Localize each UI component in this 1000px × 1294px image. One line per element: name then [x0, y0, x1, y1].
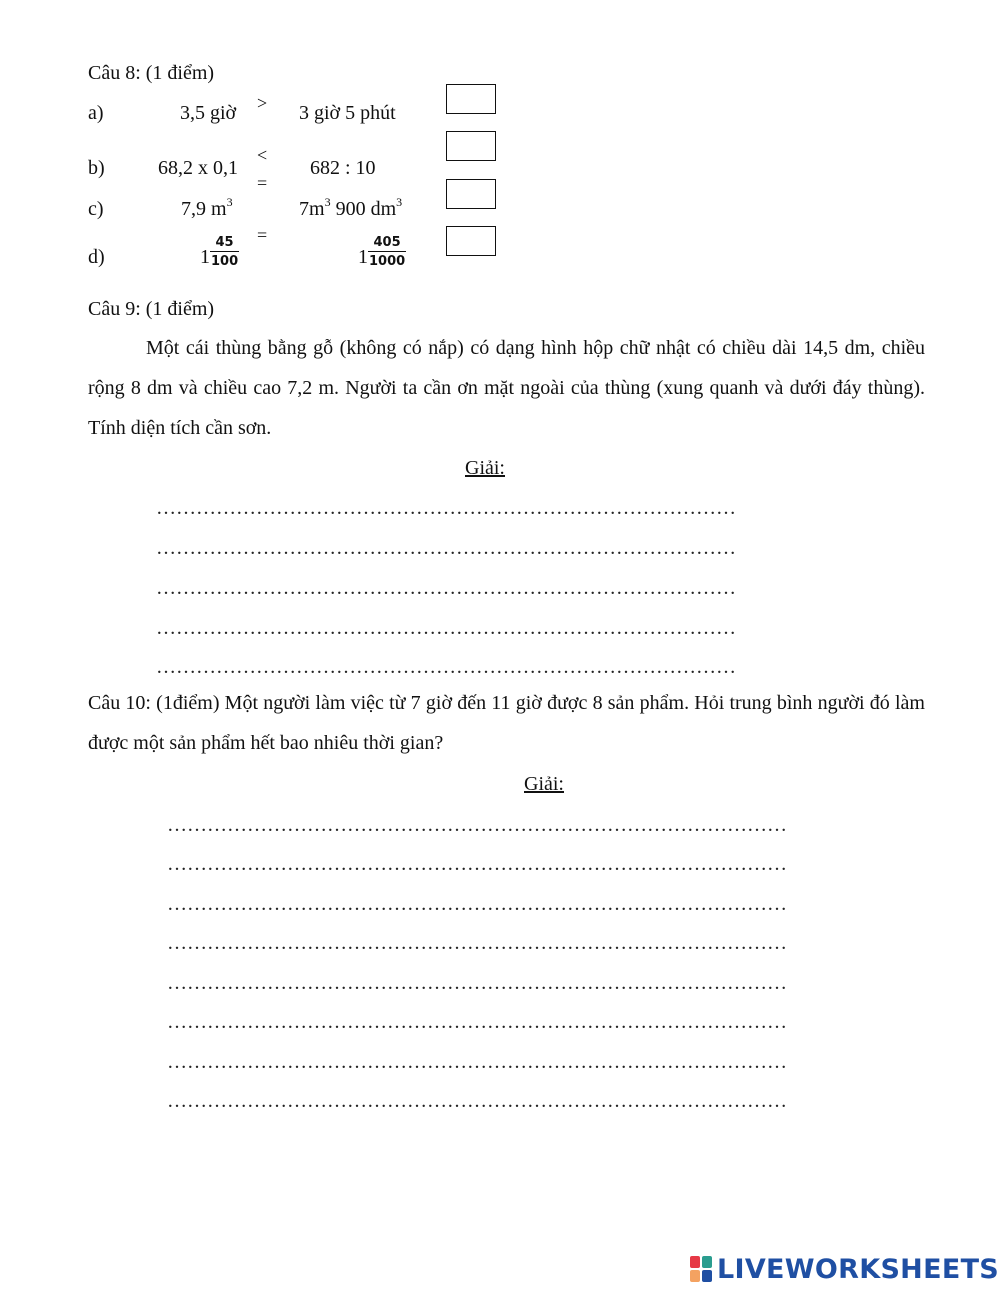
q8-c-left-exp: 3: [226, 195, 233, 209]
q8-c-right-b-exp: 3: [396, 195, 403, 209]
q9-answer-line[interactable]: ……………………………………………………………………………: [156, 577, 736, 599]
q9-title: Câu 9: (1 điểm): [88, 298, 215, 320]
q10-answer-line[interactable]: …………………………………………………………………………………: [167, 1090, 787, 1112]
liveworksheets-logo-text: LIVEWORKSHEETS: [717, 1253, 1000, 1285]
q8-d-right-den: 1000: [368, 251, 406, 268]
q8-d-right-whole: 1: [358, 246, 368, 268]
q10-answer-line[interactable]: …………………………………………………………………………………: [167, 853, 787, 875]
q8-c-label: c): [88, 198, 104, 220]
q8-d-label: d): [88, 246, 105, 268]
q8-a-label: a): [88, 102, 104, 124]
q8-c-left-base: 7,9 m: [181, 198, 227, 220]
q9-answer-line[interactable]: ……………………………………………………………………………: [156, 656, 736, 678]
q10-answer-line[interactable]: …………………………………………………………………………………: [167, 1011, 787, 1033]
q8-c-left: [181, 195, 233, 220]
q8-d-left-fraction: [210, 236, 239, 268]
q9-answer-line[interactable]: ……………………………………………………………………………: [156, 497, 736, 519]
q8-a-answer-box[interactable]: [446, 84, 496, 114]
liveworksheets-logo: [690, 1252, 999, 1286]
q8-d-left-num: 45: [215, 235, 234, 250]
q8-b-label: b): [88, 157, 105, 179]
q10-answer-line[interactable]: …………………………………………………………………………………: [167, 814, 787, 836]
q8-d-right-num: 405: [373, 235, 401, 250]
q8-b-answer-box[interactable]: [446, 131, 496, 161]
q10-answer-line[interactable]: …………………………………………………………………………………: [167, 932, 787, 954]
q8-a-right: 3 giờ 5 phút: [299, 102, 396, 124]
q10-answer-line[interactable]: …………………………………………………………………………………: [167, 972, 787, 994]
q8-d-right-fraction: [368, 236, 406, 268]
q8-c-right-b: 900 dm: [330, 198, 397, 220]
q8-b-right: 682 : 10: [310, 157, 376, 179]
q10-answer-line[interactable]: …………………………………………………………………………………: [167, 893, 787, 915]
q9-answer-line[interactable]: ……………………………………………………………………………: [156, 617, 736, 639]
q8-eq-symbol-2[interactable]: =: [257, 225, 268, 245]
q8-d-answer-box[interactable]: [446, 226, 496, 256]
q8-c-right-a: 7m: [299, 198, 325, 220]
q8-b-left: 68,2 x 0,1: [158, 158, 238, 178]
q8-a-left: 3,5 giờ: [180, 102, 237, 124]
q10-problem-text: Câu 10: (1điểm) Một người làm việc từ 7 giờ đến 11 giờ được 8 sản phẩm. Hỏi trung bình người đó làm được một sản phẩm hết bao nhiêu thời gian?: [88, 692, 925, 754]
q8-c-right: [299, 195, 403, 220]
q8-d-left-whole: 1: [200, 246, 210, 268]
q9-answer-line[interactable]: ……………………………………………………………………………: [156, 537, 736, 559]
q8-c-answer-box[interactable]: [446, 179, 496, 209]
q10-solution-label: Giải:: [524, 773, 564, 795]
q9-problem-text: Một cái thùng bằng gỗ (không có nắp) có dạng hình hộp chữ nhật có chiều dài 14,5 dm, chiều rộng 8 dm và chiều cao 7,2 m. Người ta cần ơn mặt ngoài của thùng (xung quanh và dưới đáy thùng). Tính diện tích cần sơn.: [88, 337, 925, 439]
q10-answer-line[interactable]: …………………………………………………………………………………: [167, 1051, 787, 1073]
q8-eq-symbol-1[interactable]: =: [257, 173, 268, 193]
q8-c-right-a-exp: 3: [324, 195, 331, 209]
q8-lt-symbol[interactable]: <: [257, 145, 268, 165]
q8-d-left-den: 100: [210, 251, 239, 268]
q8-gt-symbol[interactable]: >: [257, 93, 268, 113]
q9-solution-label: Giải:: [465, 457, 505, 479]
liveworksheets-logo-icon: [690, 1256, 712, 1282]
q8-title: Câu 8: (1 điểm): [88, 62, 215, 84]
